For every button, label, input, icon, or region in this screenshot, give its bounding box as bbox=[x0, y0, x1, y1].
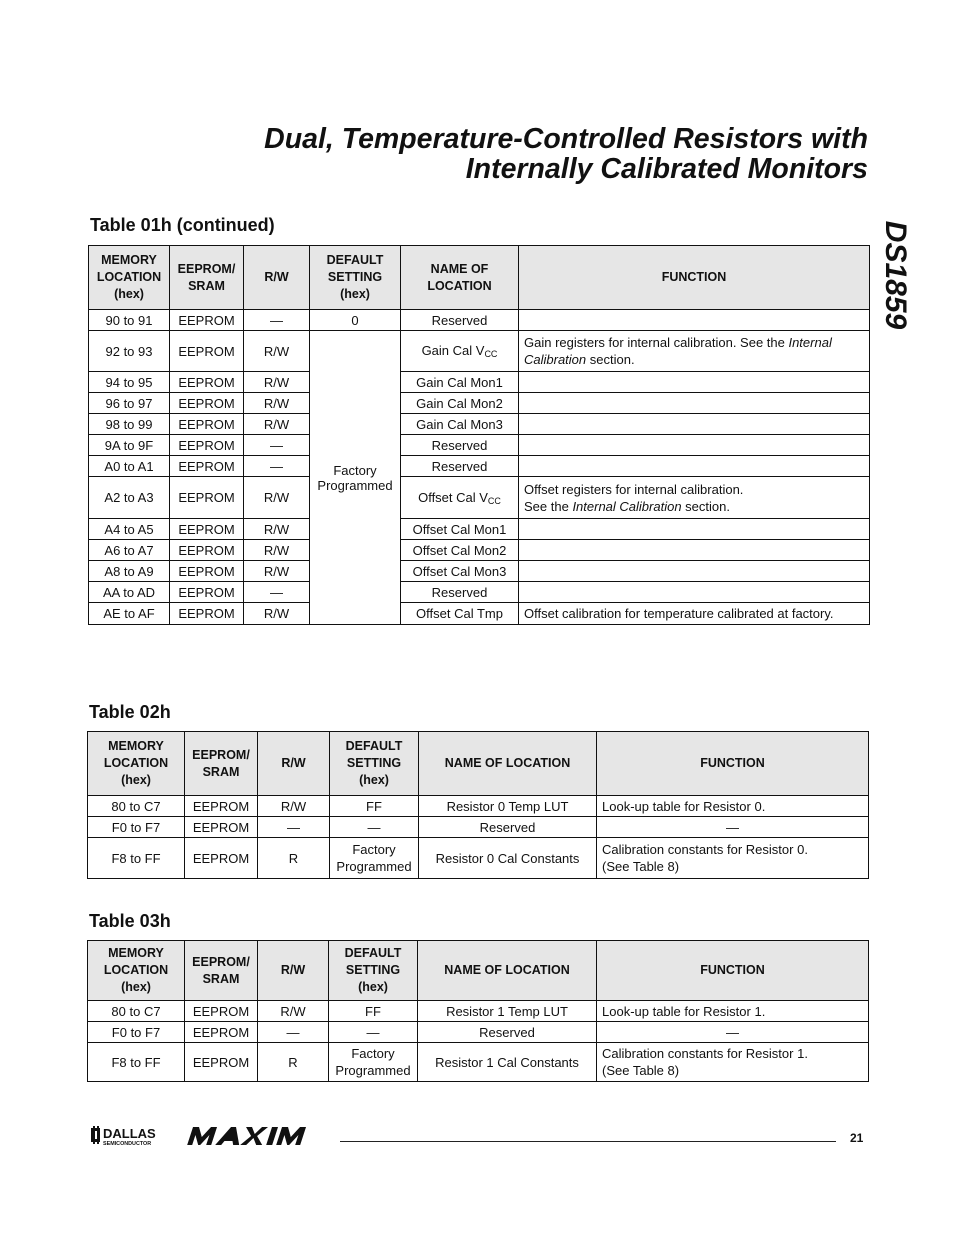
header-function: FUNCTION bbox=[597, 941, 869, 1001]
header-eeprom-sram: EEPROM/ SRAM bbox=[185, 941, 258, 1001]
title-line-1: Dual, Temperature-Controlled Resistors with bbox=[264, 123, 868, 155]
table2-caption: Table 02h bbox=[89, 702, 171, 722]
table1-header-row bbox=[89, 246, 870, 310]
table1-caption: Table 01h (continued) bbox=[90, 215, 275, 235]
header-default-setting: DEFAULT SETTING (hex) bbox=[310, 246, 401, 310]
table-row: A2 to A3 EEPROM R/W Offset Cal $V_{CC}$ Offset registers for internal calibration. See the Internal Calibration section. bbox=[89, 477, 870, 519]
table-row: A4 to A5 EEPROM R/W Offset Cal Mon1 bbox=[89, 519, 870, 540]
header-function: FUNCTION bbox=[519, 246, 870, 310]
semiconductor-logo-text: SEMICONDUCTOR bbox=[103, 1141, 152, 1147]
table-row: F0 to F7 EEPROM — — Reserved — bbox=[88, 817, 869, 838]
header-eeprom-sram: EEPROM/ SRAM bbox=[170, 246, 244, 310]
header-name-of-location: NAME OF LOCATION bbox=[418, 941, 597, 1001]
header-rw: R/W bbox=[244, 246, 310, 310]
table-row: 92 to 93 EEPROM R/W Factory Programmed Gain Cal $V_{CC}$ Gain registers for internal calibration. See the Internal Calibration section. bbox=[89, 331, 870, 372]
table-03h bbox=[87, 940, 869, 1082]
table-02h bbox=[87, 731, 869, 879]
table-row: AE to AF EEPROM R/W Offset Cal Tmp Offset calibration for temperature calibrated at factory. bbox=[89, 603, 870, 625]
header-memory-location: MEMORY LOCATION (hex) bbox=[88, 941, 185, 1001]
table-row: AA to AD EEPROM — Reserved bbox=[89, 582, 870, 603]
page-number: 21 bbox=[850, 1131, 864, 1145]
title-line-2: Internally Calibrated Monitors bbox=[465, 153, 868, 185]
table2-header-row bbox=[88, 732, 869, 796]
page-title bbox=[264, 124, 868, 184]
table3-header-row bbox=[88, 941, 869, 1001]
table-row: 96 to 97 EEPROM R/W Gain Cal Mon2 bbox=[89, 393, 870, 414]
table-row: 98 to 99 EEPROM R/W Gain Cal Mon3 bbox=[89, 414, 870, 435]
table-row: 90 to 91 EEPROM — 0 Reserved bbox=[89, 310, 870, 331]
header-rw: R/W bbox=[258, 941, 329, 1001]
header-memory-location: MEMORY LOCATION (hex) bbox=[88, 732, 185, 796]
maxim-logo bbox=[184, 1124, 332, 1148]
dallas-logo bbox=[90, 1125, 180, 1147]
header-name-of-location: NAME OF LOCATION bbox=[401, 246, 519, 310]
footer-rule bbox=[340, 1141, 836, 1142]
header-function: FUNCTION bbox=[597, 732, 869, 796]
table-row: A8 to A9 EEPROM R/W Offset Cal Mon3 bbox=[89, 561, 870, 582]
table-01h bbox=[88, 245, 870, 625]
table-row: A6 to A7 EEPROM R/W Offset Cal Mon2 bbox=[89, 540, 870, 561]
header-default-setting: DEFAULT SETTING (hex) bbox=[329, 941, 418, 1001]
table-row: 94 to 95 EEPROM R/W Gain Cal Mon1 bbox=[89, 372, 870, 393]
header-rw: R/W bbox=[258, 732, 330, 796]
header-name-of-location: NAME OF LOCATION bbox=[419, 732, 597, 796]
factory-programmed-cell: Factory Programmed bbox=[310, 331, 401, 625]
table-row: F8 to FF EEPROM R Factory Programmed Resistor 1 Cal Constants Calibration constants for Resistor 1. (See Table 8) bbox=[88, 1043, 869, 1082]
table3-caption: Table 03h bbox=[89, 911, 171, 931]
header-eeprom-sram: EEPROM/ SRAM bbox=[185, 732, 258, 796]
maxim-logo-text: MAXIM bbox=[184, 1124, 188, 1125]
table-row: 80 to C7 EEPROM R/W FF Resistor 0 Temp LUT Look-up table for Resistor 0. bbox=[88, 796, 869, 817]
dallas-logo-text: DALLAS bbox=[103, 1126, 156, 1141]
table-row: F0 to F7 EEPROM — — Reserved — bbox=[88, 1022, 869, 1043]
table-row: A0 to A1 EEPROM — Reserved bbox=[89, 456, 870, 477]
header-memory-location: MEMORY LOCATION (hex) bbox=[89, 246, 170, 310]
table-row: F8 to FF EEPROM R Factory Programmed Resistor 0 Cal Constants Calibration constants for Resistor 0. (See Table 8) bbox=[88, 838, 869, 879]
part-number-sidebar bbox=[872, 205, 918, 345]
table-row: 80 to C7 EEPROM R/W FF Resistor 1 Temp LUT Look-up table for Resistor 1. bbox=[88, 1001, 869, 1022]
header-default-setting: DEFAULT SETTING (hex) bbox=[330, 732, 419, 796]
part-number: DS1859 bbox=[879, 220, 912, 330]
table-row: 9A to 9F EEPROM — Reserved bbox=[89, 435, 870, 456]
